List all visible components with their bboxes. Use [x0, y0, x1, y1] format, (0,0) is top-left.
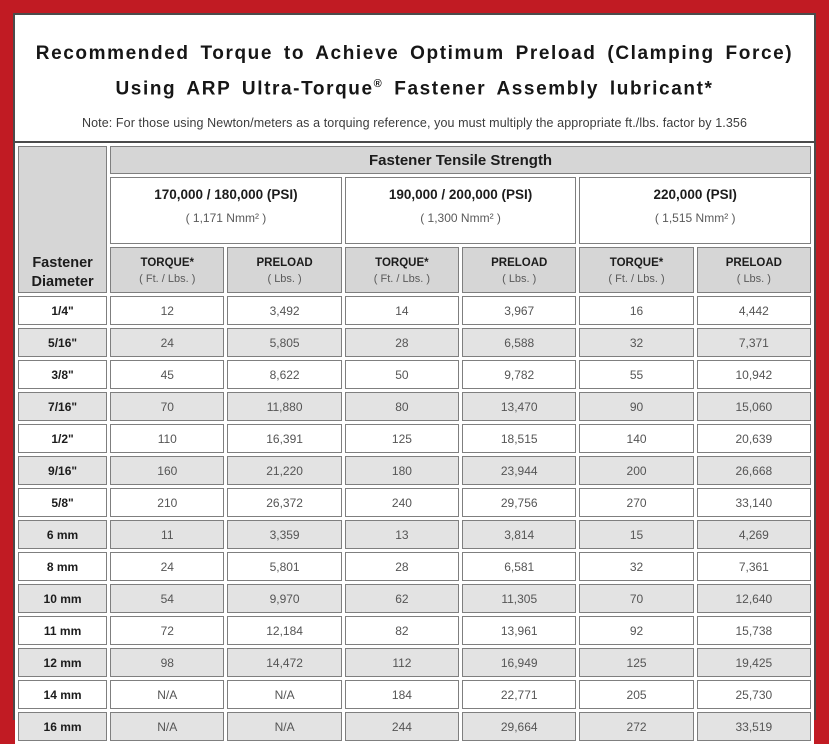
- torque-value-cell: 70: [110, 392, 224, 421]
- nmm-value-170: ( 1,171 Nmm² ): [185, 211, 267, 225]
- table-row: [18, 584, 811, 613]
- diameter-cell: 8 mm: [18, 552, 107, 581]
- torque-value-cell: 11: [110, 520, 224, 549]
- torque-value-cell: 180: [345, 456, 459, 485]
- torque-value-cell: 244: [345, 712, 459, 741]
- preload-label: PRELOAD: [256, 257, 313, 269]
- torque-value-cell: 125: [579, 648, 693, 677]
- torque-value-cell: 140: [579, 424, 693, 453]
- preload-value-cell: 23,944: [462, 456, 576, 485]
- table-row: [18, 616, 811, 645]
- preload-value-cell: 5,805: [227, 328, 341, 357]
- preload-value-cell: 29,756: [462, 488, 576, 517]
- preload-value-cell: 33,140: [697, 488, 811, 517]
- diameter-cell: 14 mm: [18, 680, 107, 709]
- diameter-cell: 3/8": [18, 360, 107, 389]
- torque-value-cell: 13: [345, 520, 459, 549]
- preload-value-cell: N/A: [227, 712, 341, 741]
- torque-value-cell: 32: [579, 552, 693, 581]
- torque-value-cell: 28: [345, 328, 459, 357]
- torque-value-cell: 82: [345, 616, 459, 645]
- fastener-diameter-line2: Diameter: [31, 274, 94, 290]
- torque-value-cell: 92: [579, 616, 693, 645]
- fastener-diameter-header: [18, 146, 107, 293]
- torque-value-cell: 112: [345, 648, 459, 677]
- table-row: [18, 392, 811, 421]
- preload-value-cell: 14,472: [227, 648, 341, 677]
- preload-value-cell: 3,967: [462, 296, 576, 325]
- preload-value-cell: 5,801: [227, 552, 341, 581]
- registered-mark: ®: [373, 78, 384, 90]
- torque-table: [15, 141, 814, 744]
- diameter-cell: 11 mm: [18, 616, 107, 645]
- table-row: [18, 424, 811, 453]
- torque-column-header: [345, 247, 459, 293]
- preload-value-cell: 3,359: [227, 520, 341, 549]
- note-text: Note: For those using Newton/meters as a torquing reference, you must multiply the appropriate ft./lbs. factor by 1.356: [81, 116, 747, 131]
- preload-value-cell: 4,269: [697, 520, 811, 549]
- diameter-cell: 10 mm: [18, 584, 107, 613]
- table-row: [18, 456, 811, 485]
- preload-value-cell: 15,738: [697, 616, 811, 645]
- preload-value-cell: 15,060: [697, 392, 811, 421]
- preload-value-cell: 4,442: [697, 296, 811, 325]
- tensile-strength-header: Fastener Tensile Strength: [110, 146, 811, 174]
- torque-label: TORQUE*: [140, 257, 195, 269]
- preload-value-cell: 19,425: [697, 648, 811, 677]
- preload-value-cell: 11,880: [227, 392, 341, 421]
- diameter-cell: 5/8": [18, 488, 107, 517]
- torque-unit-label: ( Ft. / Lbs. ): [373, 273, 431, 285]
- preload-value-cell: 10,942: [697, 360, 811, 389]
- torque-value-cell: 200: [579, 456, 693, 485]
- preload-column-header: [227, 247, 341, 293]
- title-line-1: Recommended Torque to Achieve Optimum Preload (Clamping Force): [35, 43, 794, 64]
- torque-value-cell: 45: [110, 360, 224, 389]
- torque-value-cell: 110: [110, 424, 224, 453]
- nmm-value-190: ( 1,300 Nmm² ): [420, 211, 501, 225]
- torque-value-cell: 16: [579, 296, 693, 325]
- torque-value-cell: 72: [110, 616, 224, 645]
- preload-value-cell: 16,949: [462, 648, 576, 677]
- preload-unit-label: ( Lbs. ): [267, 273, 302, 285]
- title-line-2: Using ARP Ultra-Torque: [115, 78, 374, 100]
- psi-group-190: [345, 177, 577, 244]
- torque-value-cell: 240: [345, 488, 459, 517]
- nmm-value-220: ( 1,515 Nmm² ): [654, 211, 736, 225]
- preload-value-cell: 9,970: [227, 584, 341, 613]
- psi-group-220: [579, 177, 811, 244]
- diameter-cell: 16 mm: [18, 712, 107, 741]
- preload-value-cell: 20,639: [697, 424, 811, 453]
- psi-value-170: 170,000 / 180,000 (PSI): [154, 187, 298, 202]
- diameter-cell: 7/16": [18, 392, 107, 421]
- preload-value-cell: 29,664: [462, 712, 576, 741]
- torque-value-cell: 62: [345, 584, 459, 613]
- torque-unit-label: ( Ft. / Lbs. ): [608, 273, 665, 285]
- diameter-cell: 9/16": [18, 456, 107, 485]
- preload-label: PRELOAD: [725, 257, 782, 269]
- torque-value-cell: 15: [579, 520, 693, 549]
- torque-value-cell: 50: [345, 360, 459, 389]
- table-row: [18, 520, 811, 549]
- preload-value-cell: 13,961: [462, 616, 576, 645]
- torque-value-cell: 210: [110, 488, 224, 517]
- torque-value-cell: 125: [345, 424, 459, 453]
- preload-value-cell: 22,771: [462, 680, 576, 709]
- torque-value-cell: 70: [579, 584, 693, 613]
- torque-value-cell: 160: [110, 456, 224, 485]
- torque-value-cell: 80: [345, 392, 459, 421]
- torque-value-cell: 12: [110, 296, 224, 325]
- preload-value-cell: 26,668: [697, 456, 811, 485]
- table-row: [18, 552, 811, 581]
- page-title: [15, 39, 814, 104]
- diameter-cell: 12 mm: [18, 648, 107, 677]
- torque-value-cell: 24: [110, 552, 224, 581]
- preload-label: PRELOAD: [491, 257, 548, 269]
- torque-value-cell: 90: [579, 392, 693, 421]
- preload-value-cell: 6,581: [462, 552, 576, 581]
- table-row: [18, 712, 811, 741]
- diameter-cell: 6 mm: [18, 520, 107, 549]
- torque-label: TORQUE*: [609, 257, 664, 269]
- preload-value-cell: 3,492: [227, 296, 341, 325]
- preload-value-cell: 11,305: [462, 584, 576, 613]
- torque-unit-label: ( Ft. / Lbs. ): [139, 273, 196, 285]
- preload-value-cell: 7,361: [697, 552, 811, 581]
- preload-value-cell: N/A: [227, 680, 341, 709]
- document: [13, 13, 816, 734]
- torque-value-cell: 98: [110, 648, 224, 677]
- preload-value-cell: 18,515: [462, 424, 576, 453]
- table-row: [18, 296, 811, 325]
- torque-value-cell: 184: [345, 680, 459, 709]
- preload-value-cell: 12,184: [227, 616, 341, 645]
- diameter-cell: 1/2": [18, 424, 107, 453]
- preload-value-cell: 9,782: [462, 360, 576, 389]
- preload-value-cell: 16,391: [227, 424, 341, 453]
- preload-unit-label: ( Lbs. ): [736, 273, 771, 285]
- table-row: [18, 488, 811, 517]
- torque-value-cell: 205: [579, 680, 693, 709]
- preload-column-header: [697, 247, 811, 293]
- diameter-cell: 5/16": [18, 328, 107, 357]
- preload-value-cell: 8,622: [227, 360, 341, 389]
- table-row: [18, 360, 811, 389]
- torque-value-cell: 272: [579, 712, 693, 741]
- preload-column-header: [462, 247, 576, 293]
- preload-value-cell: 33,519: [697, 712, 811, 741]
- title-block: [15, 15, 814, 141]
- title-line-2-end: Fastener Assembly lubricant*: [383, 78, 714, 100]
- torque-value-cell: 24: [110, 328, 224, 357]
- preload-value-cell: 12,640: [697, 584, 811, 613]
- preload-value-cell: 21,220: [227, 456, 341, 485]
- torque-value-cell: 55: [579, 360, 693, 389]
- torque-value-cell: 28: [345, 552, 459, 581]
- torque-column-header: [579, 247, 693, 293]
- psi-value-190: 190,000 / 200,000 (PSI): [388, 187, 533, 202]
- preload-value-cell: 7,371: [697, 328, 811, 357]
- preload-value-cell: 3,814: [462, 520, 576, 549]
- table-row: [18, 680, 811, 709]
- torque-value-cell: 32: [579, 328, 693, 357]
- torque-value-cell: N/A: [110, 712, 224, 741]
- psi-group-170: [110, 177, 342, 244]
- torque-column-header: [110, 247, 224, 293]
- torque-value-cell: N/A: [110, 680, 224, 709]
- preload-value-cell: 6,588: [462, 328, 576, 357]
- psi-value-220: 220,000 (PSI): [653, 187, 737, 202]
- table-row: [18, 328, 811, 357]
- diameter-cell: 1/4": [18, 296, 107, 325]
- preload-value-cell: 26,372: [227, 488, 341, 517]
- preload-value-cell: 25,730: [697, 680, 811, 709]
- torque-value-cell: 54: [110, 584, 224, 613]
- torque-value-cell: 270: [579, 488, 693, 517]
- table-row: [18, 648, 811, 677]
- preload-value-cell: 13,470: [462, 392, 576, 421]
- torque-label: TORQUE*: [375, 257, 429, 269]
- preload-unit-label: ( Lbs. ): [502, 273, 537, 285]
- fastener-diameter-line1: Fastener: [32, 255, 93, 271]
- torque-value-cell: 14: [345, 296, 459, 325]
